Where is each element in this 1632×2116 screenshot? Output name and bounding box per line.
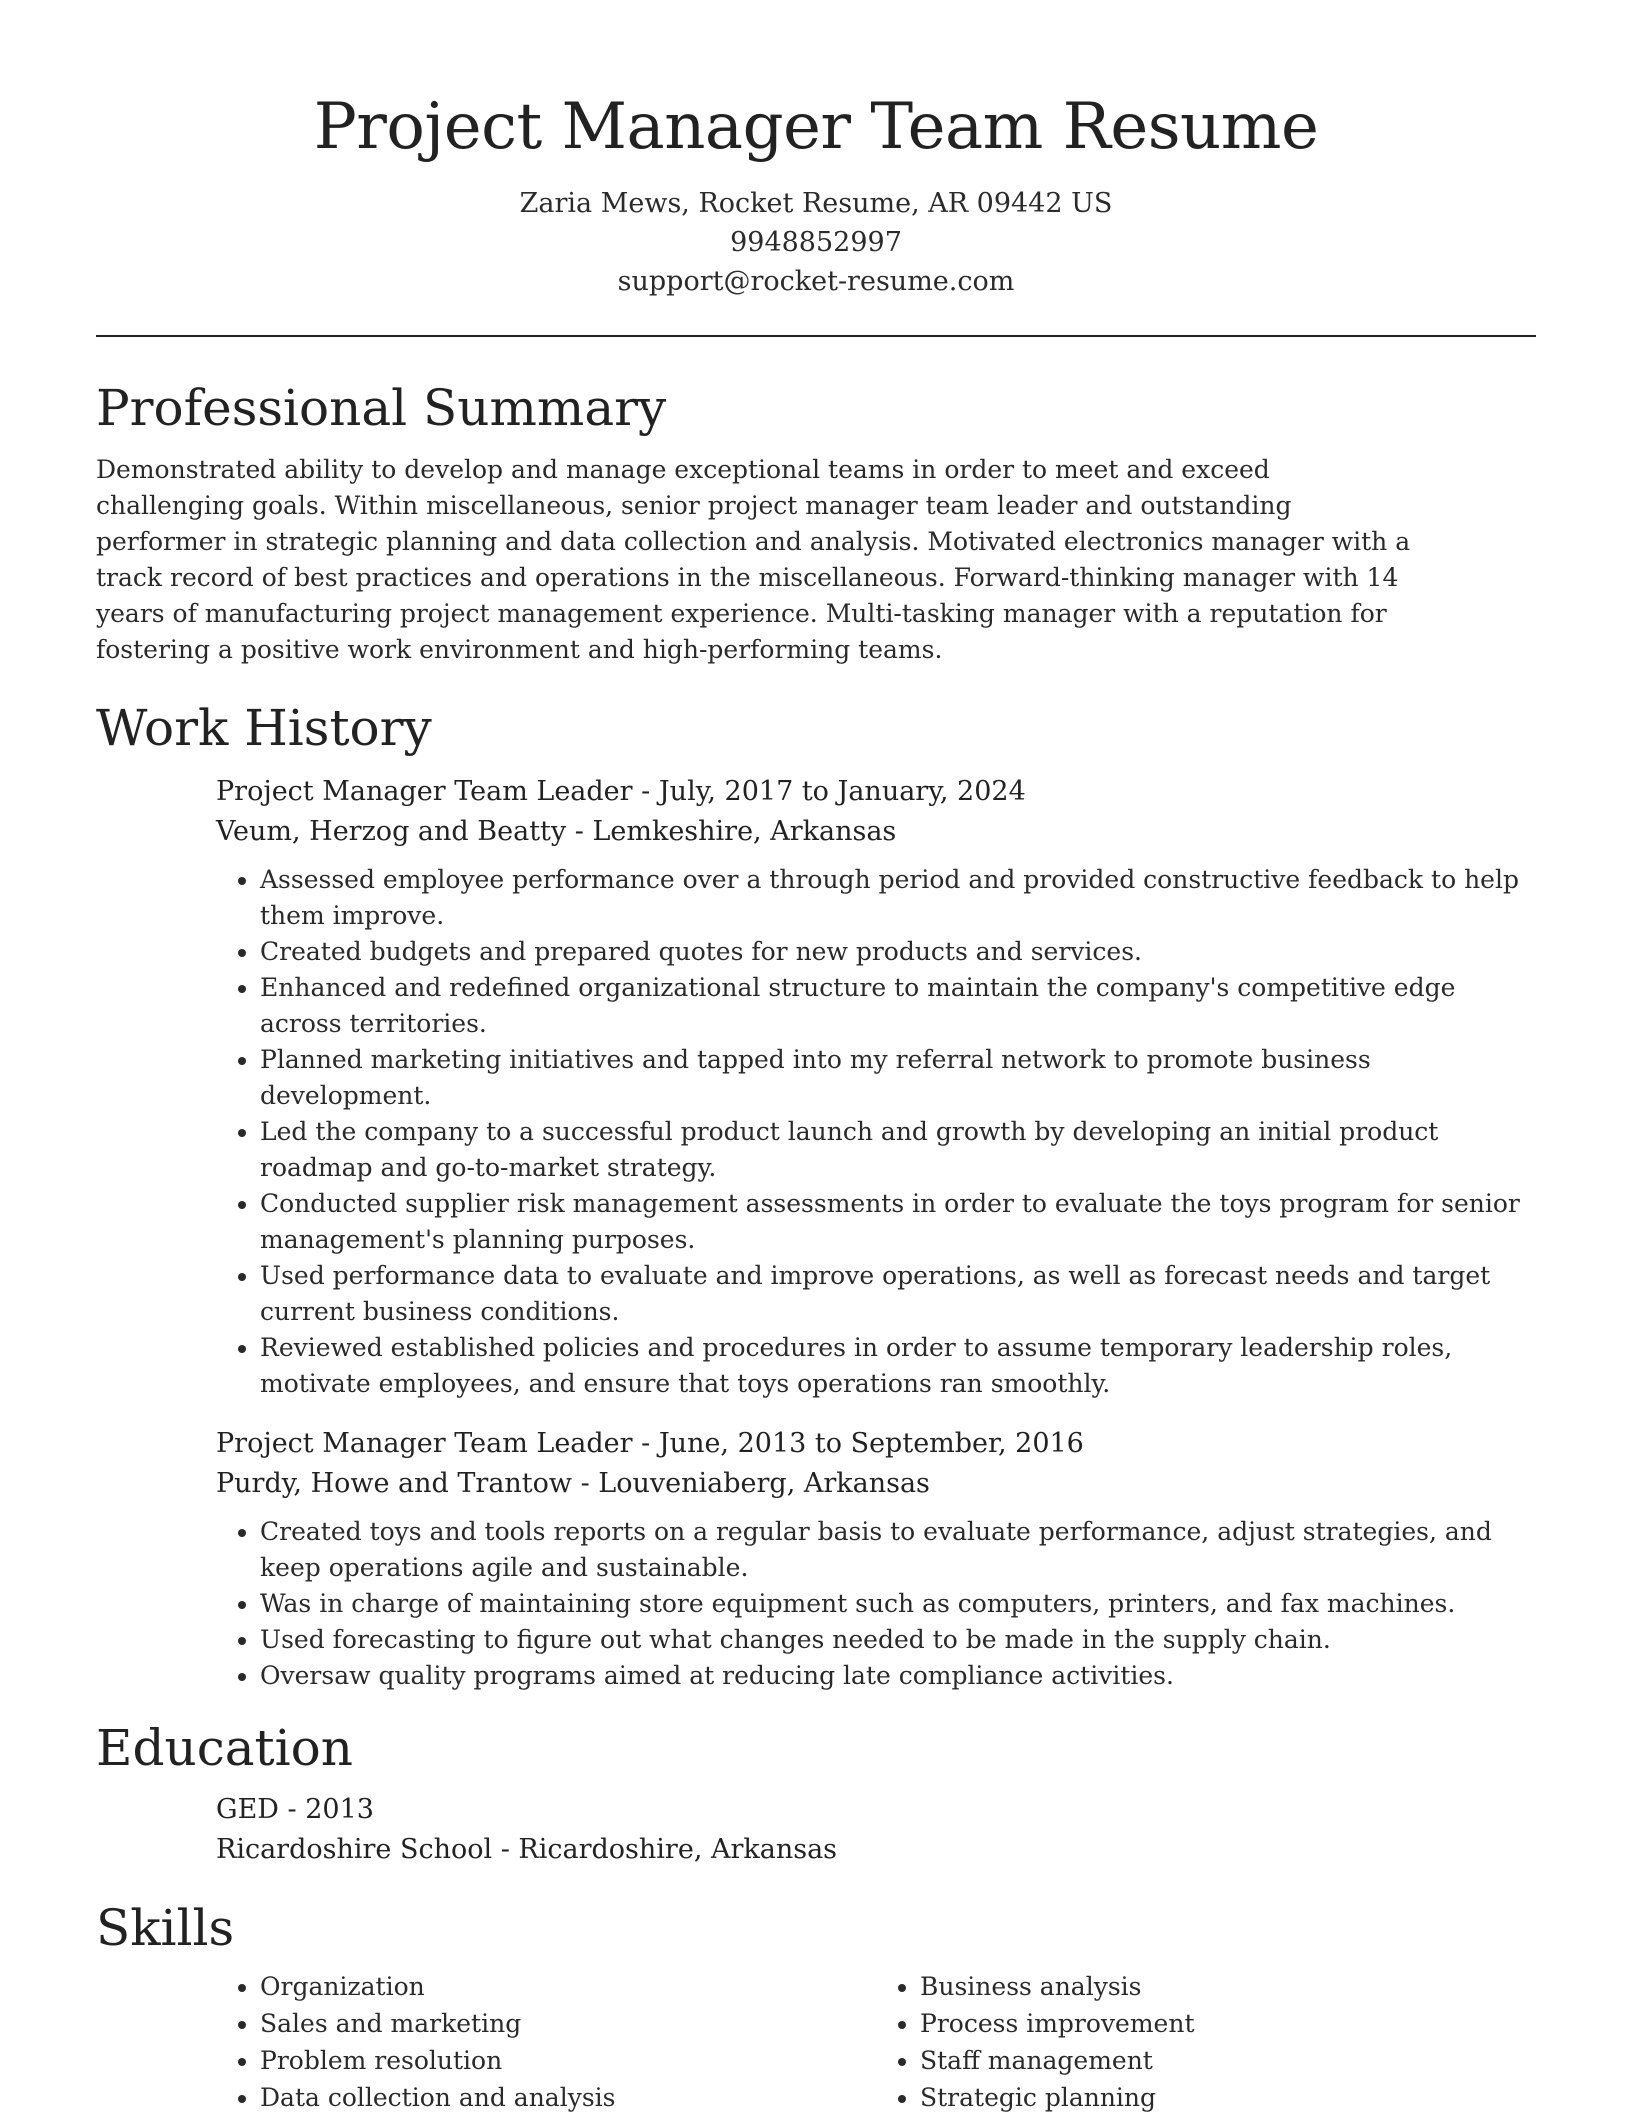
job-company-line: Veum, Herzog and Beatty - Lemkeshire, Arkansas — [216, 816, 897, 847]
list-item: • Problem resolution — [260, 2042, 876, 2079]
summary-text: Demonstrated ability to develop and manage exceptional teams in order to meet and exceed challenging goals. Within miscellaneous, senior project manager team leader and outstanding performer in strategic planning and data collection and analysis. Motivated electronics manager with a track record of best practices and operations in the miscellaneous. Forward-thinking manager with 14 years of manufacturing project management experience. Multi-tasking manager with a reputation for fostering a positive work environment and high-performing teams. — [96, 455, 1411, 664]
list-item: • Enhanced and redefined organizational structure to maintain the company's competitive edge across territories. — [260, 970, 1536, 1042]
list-item: • Staff management — [920, 2042, 1536, 2079]
list-item: • Process improvement — [920, 2005, 1536, 2042]
job-entry — [216, 1424, 1536, 1694]
contact-block — [96, 184, 1536, 301]
list-item: • Created budgets and prepared quotes for new products and services. — [260, 934, 1536, 970]
list-item: • Reviewed established policies and procedures in order to assume temporary leadership roles, motivate employees, and ensure that toys operations ran smoothly. — [260, 1330, 1536, 1402]
list-item: • Planned marketing initiatives and tapped into my referral network to promote business development. — [260, 1042, 1536, 1114]
list-item: • Strategic planning — [920, 2079, 1536, 2116]
education-heading: Education — [96, 1719, 353, 1777]
job-title-line: Project Manager Team Leader - June, 2013 to September, 2016 — [216, 1428, 1084, 1459]
job-company-line: Purdy, Howe and Trantow - Louveniaberg, Arkansas — [216, 1468, 930, 1499]
header-divider — [96, 335, 1536, 337]
contact-email: support@rocket-resume.com — [617, 266, 1015, 297]
education-school-line: Ricardoshire School - Ricardoshire, Arkansas — [216, 1834, 838, 1865]
list-item: • Organization — [260, 1968, 876, 2005]
resume-page — [96, 0, 1536, 2112]
job-title-line: Project Manager Team Leader - July, 2017 to January, 2024 — [216, 776, 1026, 807]
list-item: • Led the company to a successful product launch and growth by developing an initial product roadmap and go-to-market strategy. — [260, 1114, 1536, 1186]
skills-grid — [216, 1968, 1536, 2116]
skills-section — [96, 1896, 1536, 2116]
contact-address: Zaria Mews, Rocket Resume, AR 09442 US — [519, 188, 1113, 219]
skills-list-left — [216, 1968, 876, 2116]
skills-heading: Skills — [96, 1899, 235, 1957]
job-bullets — [216, 1514, 1536, 1694]
list-item: • Used forecasting to figure out what changes needed to be made in the supply chain. — [260, 1622, 1536, 1658]
list-item: • Sales and marketing — [260, 2005, 876, 2042]
list-item: • Business analysis — [920, 1968, 1536, 2005]
skills-list-right — [876, 1968, 1536, 2116]
job-bullets — [216, 862, 1536, 1402]
work-heading: Work History — [96, 699, 432, 757]
list-item: • Was in charge of maintaining store equipment such as computers, printers, and fax machines. — [260, 1586, 1536, 1622]
education-section — [96, 1716, 1536, 1870]
list-item: • Oversaw quality programs aimed at reducing late compliance activities. — [260, 1658, 1536, 1694]
summary-heading: Professional Summary — [96, 379, 667, 437]
work-section — [96, 696, 1536, 1694]
education-entry — [216, 1790, 1536, 1870]
list-item: • Used performance data to evaluate and improve operations, as well as forecast needs and target current business conditions. — [260, 1258, 1536, 1330]
education-degree-line: GED - 2013 — [216, 1794, 374, 1825]
list-item: • Created toys and tools reports on a regular basis to evaluate performance, adjust strategies, and keep operations agile and sustainable. — [260, 1514, 1536, 1586]
list-item: • Data collection and analysis — [260, 2079, 876, 2116]
job-entry — [216, 772, 1536, 1402]
list-item: • Conducted supplier risk management assessments in order to evaluate the toys program for senior management's planning purposes. — [260, 1186, 1536, 1258]
summary-section — [96, 376, 1536, 668]
resume-title: Project Manager Team Resume — [313, 90, 1319, 164]
contact-phone: 9948852997 — [730, 227, 902, 258]
list-item: • Assessed employee performance over a through period and provided constructive feedback to help them improve. — [260, 862, 1536, 934]
